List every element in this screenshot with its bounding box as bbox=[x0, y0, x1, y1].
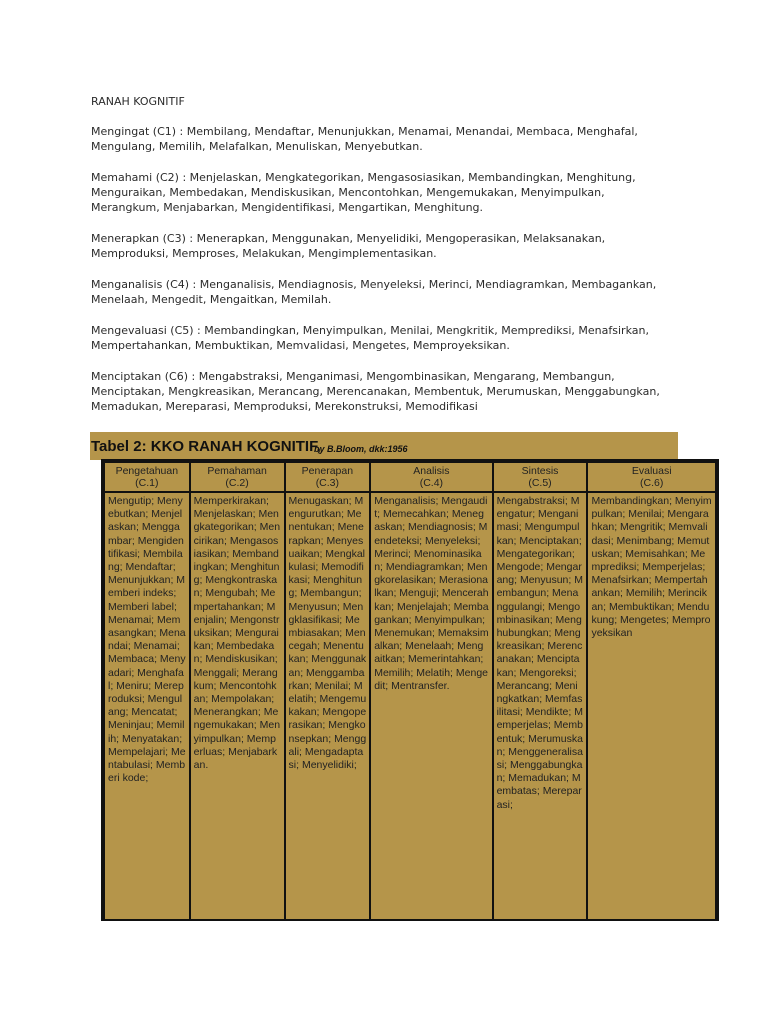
header-pemahaman: Pemahaman (C.2) bbox=[190, 462, 285, 492]
cell-evaluasi: Membandingkan; Menyimpulkan; Menilai; Mengarahkan; Mengritik; Memvalidasi; Menimbang; Memutuskan; Memisahkan; Memprediksi; Memperjelas; Menafsirkan; Mempertahankan; Memilih; Merincikan; Membuktikan; Mendukung; Mengetes; Memproyeksikan bbox=[587, 492, 716, 919]
header-sintesis: Sintesis (C.5) bbox=[493, 462, 588, 492]
cell-analisis: Menganalisis; Mengaudit; Memecahkan; Menegaskan; Mendiagnosis; Mendeteksi; Menyeleksi; Merinci; Menominasikan; Mendiagramkan; Mengkorelasikan; Merasionalkan; Menguji; Mencerahkan; Menjelajah; Membagankan; Menyimpulkan; Menemukan; Memaksimalkan; Menelaah; Mengaitkan; Memerintahkan; Memilih; Melatih; Mengedit; Mentransfer. bbox=[370, 492, 492, 919]
paragraph-c1: Mengingat (C1) : Membilang, Mendaftar, Menunjukkan, Menamai, Menandai, Membaca, Menghafal, Mengulang, Memilih, Melafalkan, Menuliskan, Menyebutkan. bbox=[91, 125, 638, 153]
kko-table bbox=[103, 461, 717, 919]
header-analisis: Analisis (C.4) bbox=[370, 462, 492, 492]
table-header-row bbox=[104, 462, 716, 492]
cell-penerapan: Menugaskan; Mengurutkan; Menentukan; Menerapkan; Menyesuaikan; Mengkalkulasi; Memodifikasi; Menghitung; Membangun; Menyusun; Mengklasifikasi; Membiasakan; Mencegah; Menentukan; Menggunakan; Menggambarkan; Menilai; Melatih; Mengemukakan; Mengoperasikan; Mengkonsepkan; Menggali; Mengadaptasi; Menyelidiki; bbox=[285, 492, 371, 919]
paragraph-c4: Menganalisis (C4) : Menganalisis, Mendiagnosis, Menyeleksi, Merinci, Mendiagramkan, Membagankan, Menelaah, Mengedit, Mengaitkan, Memilah. bbox=[91, 278, 657, 306]
document-body bbox=[91, 94, 691, 430]
header-penerapan: Penerapan (C.3) bbox=[285, 462, 371, 492]
header-pengetahuan: Pengetahuan (C.1) bbox=[104, 462, 190, 492]
paragraph-c6: Menciptakan (C6) : Mengabstraksi, Menganimasi, Mengombinasikan, Mengarang, Membangun, Menciptakan, Mengkreasikan, Merancang, Merencanakan, Membentuk, Merumuskan, Menggabungkan, Memadukan, Mereparasi, Memproduksi, Merekonstruksi, Memodifikasi bbox=[91, 370, 660, 413]
document-title: RANAH KOGNITIF bbox=[91, 95, 185, 108]
table-title: Tabel 2: KKO RANAH KOGNITIF, bbox=[91, 438, 321, 455]
table-subtitle: by B.Bloom, dkk:1956 bbox=[314, 444, 408, 454]
paragraph-c3: Menerapkan (C3) : Menerapkan, Menggunakan, Menyelidiki, Mengoperasikan, Melaksanakan, Memproduksi, Memproses, Melakukan, Mengimplementasikan. bbox=[91, 232, 606, 260]
paragraph-c2: Memahami (C2) : Menjelaskan, Mengkategorikan, Mengasosiasikan, Membandingkan, Menghitung, Menguraikan, Membedakan, Mendiskusikan, Mencontohkan, Mengemukakan, Menyimpulkan, Merangkum, Menjabarkan, Mengidentifikasi, Mengartikan, Menghitung. bbox=[91, 171, 636, 214]
cell-sintesis: Mengabstraksi; Mengatur; Menganimasi; Mengumpulkan; Menciptakan; Mengategorikan; Mengode; Mengarang; Menyusun; Membangun; Menanggulangi; Mengombinasikan; Menghubungkan; Mengkreasikan; Merencanakan; Menciptakan; Mengoreksi; Merancang; Meningkatkan; Memfasilitasi; Mendikte; Memperjelas; Membentuk; Merumuskan; Menggeneralisasi; Menggabungkan; Memadukan; Membatas; Mereparasi; bbox=[493, 492, 588, 919]
paragraph-c5: Mengevaluasi (C5) : Membandingkan, Menyimpulkan, Menilai, Mengkritik, Memprediksi, Menafsirkan, Mempertahankan, Membuktikan, Memvalidasi, Mengetes, Memproyeksikan. bbox=[91, 324, 649, 352]
header-evaluasi: Evaluasi (C.6) bbox=[587, 462, 716, 492]
kko-table-container bbox=[101, 459, 719, 921]
cell-pemahaman: Memperkirakan; Menjelaskan; Mengkategorikan; Mencirikan; Mengasosiasikan; Membandingkan; Menghitung; Mengkontraskan; Mengubah; Mempertahankan; Menjalin; Mengonstruksikan; Menguraikan; Membedakan; Mendiskusikan; Menggali; Merangkum; Mencontohkan; Mempolakan; Menerangkan; Mengemukakan; Menyimpulkan; Memperluas; Menjabarkan. bbox=[190, 492, 285, 919]
table-banner bbox=[90, 432, 678, 460]
table-row bbox=[104, 492, 716, 919]
cell-pengetahuan: Mengutip; Menyebutkan; Menjelaskan; Menggambar; Mengidentifikasi; Membilang; Mendaftar; Menunjukkan; Memberi indeks; Memberi label; Menamai; Memasangkan; Menandai; Menamai; Membaca; Menyadari; Menghafal; Meniru; Mereproduksi; Mengulang; Mencatat; Meninjau; Memilih; Menyatakan; Mempelajari; Mentabulasi; Memberi kode; bbox=[104, 492, 190, 919]
